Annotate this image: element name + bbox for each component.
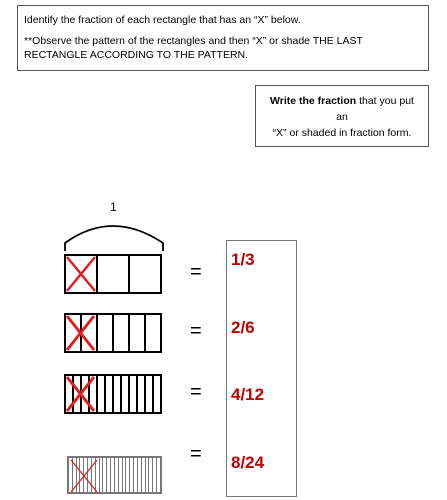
equals-sign: =: [190, 381, 202, 403]
rectangle-part: [146, 376, 154, 412]
equals-sign: =: [190, 261, 202, 283]
write-fraction-line-1: [264, 94, 420, 126]
rectangle-part: [130, 376, 138, 412]
instruction-line-2: **Observe the pattern of the rectangles and then “X” or shade THE LAST RECTANGLE ACCORDING TO THE PATTERN.: [24, 35, 363, 62]
equals-sign: =: [190, 443, 202, 465]
rectangle-part: [66, 256, 98, 292]
rectangle-part: [98, 315, 114, 351]
rectangle-part: [82, 376, 90, 412]
rectangle-thirds: [64, 254, 162, 294]
write-fraction-bold: Write the fraction: [270, 95, 357, 107]
write-fraction-line-2: “X” or shaded in fraction form.: [272, 126, 412, 139]
answer-fraction: 8/24: [231, 453, 265, 472]
rectangle-twenty-fourths: [67, 456, 162, 494]
rectangle-part: [66, 376, 74, 412]
rectangle-part: [98, 256, 130, 292]
answer-fraction: 1/3: [231, 250, 255, 269]
rectangle-part: [98, 376, 106, 412]
rectangle-part: [114, 315, 130, 351]
whole-label: 1: [110, 200, 117, 214]
rectangle-part: [146, 315, 160, 351]
rectangle-twelfths: [64, 374, 162, 414]
rectangle-sixths: [64, 313, 162, 353]
rectangle-part: [90, 376, 98, 412]
write-fraction-rest: that you put an: [336, 95, 414, 123]
rectangle-part: [66, 315, 82, 351]
rectangle-part: [122, 376, 130, 412]
rectangle-part: [74, 376, 82, 412]
instruction-line-1: Identify the fraction of each rectangle that has an “X” below.: [24, 14, 301, 26]
rectangle-part: [138, 376, 146, 412]
rectangle-part: [130, 256, 160, 292]
rectangle-part: [106, 376, 114, 412]
whole-bracket: [62, 213, 168, 253]
rectangle-part: [114, 376, 122, 412]
rectangle-part: [130, 315, 146, 351]
rectangle-part: [154, 376, 160, 412]
instructions-box: [17, 5, 429, 71]
rectangle-part: [157, 458, 160, 492]
answer-fraction: 4/12: [231, 385, 265, 404]
equals-sign: =: [190, 320, 202, 342]
rectangle-part: [82, 315, 98, 351]
write-fraction-box: [255, 85, 429, 147]
answer-fraction: 2/6: [231, 318, 255, 337]
